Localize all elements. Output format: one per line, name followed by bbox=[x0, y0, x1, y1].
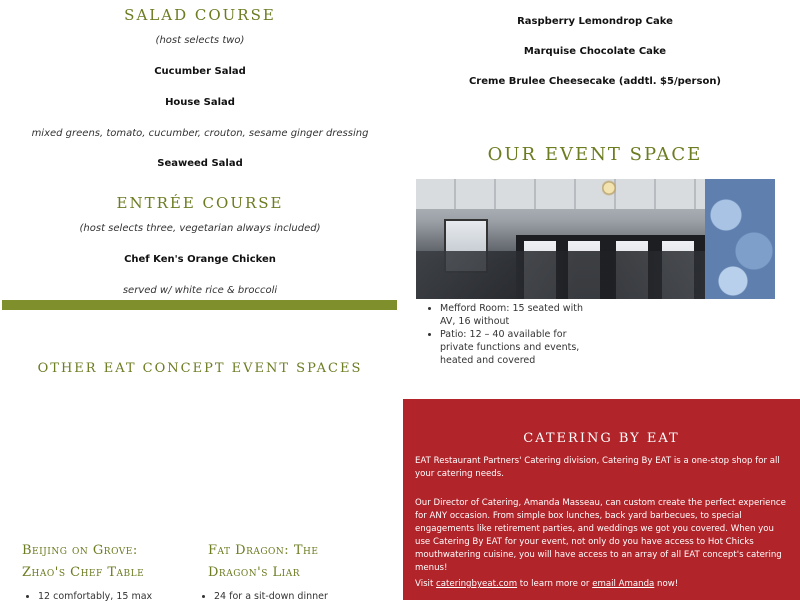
photo-wallpaper bbox=[705, 179, 775, 299]
catering-visit bbox=[415, 578, 787, 591]
venue-title-line2: Zhao's Chef Table bbox=[22, 565, 145, 580]
other-spaces-heading: OTHER EAT CONCEPT EVENT SPACES bbox=[37, 361, 363, 376]
salad-course-heading: SALAD COURSE bbox=[124, 6, 276, 24]
list-item: • 12 comfortably, 15 max bbox=[38, 590, 208, 603]
salad-item-house: House Salad bbox=[165, 97, 235, 108]
dessert-item: Creme Brulee Cheesecake (addtl. $5/person) bbox=[468, 76, 722, 87]
catering-site-link[interactable]: cateringbyeat.com bbox=[436, 579, 518, 589]
list-item: • Patio: 12 – 40 available for private functions and events, heated and covered bbox=[440, 328, 600, 367]
list-item: • 24 for a sit-down dinner bbox=[214, 590, 384, 603]
visit-suffix: now! bbox=[654, 579, 679, 589]
event-space-heading: OUR EVENT SPACE bbox=[487, 144, 703, 165]
catering-intro: EAT Restaurant Partners' Catering division, Catering By EAT is a one-stop shop for all your catering needs. bbox=[415, 456, 780, 479]
salad-note: (host selects two) bbox=[155, 35, 245, 46]
entree-note: (host selects three, vegetarian always included) bbox=[79, 223, 321, 234]
catering-panel bbox=[403, 399, 800, 600]
venue-details bbox=[196, 590, 384, 603]
dessert-item: Raspberry Lemondrop Cake bbox=[517, 16, 673, 27]
email-amanda-link[interactable]: email Amanda bbox=[592, 579, 655, 589]
venue-details bbox=[20, 590, 208, 603]
venue-title-line2: Dragon's Liar bbox=[208, 565, 300, 580]
section-divider-bar bbox=[2, 300, 397, 310]
photo-chandelier bbox=[602, 179, 616, 197]
catering-heading: CATERING BY EAT bbox=[523, 431, 680, 446]
event-space-details bbox=[422, 302, 600, 367]
venue-title bbox=[208, 540, 388, 584]
event-space-photo bbox=[416, 179, 775, 299]
orange-chicken-description: served w/ white rice & broccoli bbox=[122, 285, 278, 296]
house-salad-description: mixed greens, tomato, cucumber, crouton, sesame ginger dressing bbox=[31, 128, 369, 139]
left-column bbox=[0, 0, 400, 600]
catering-body: Our Director of Catering, Amanda Masseau, can custom create the perfect experience for ANY occasion. From simple box lunches, back yard barbecues, to special engagements like retirement parties, and weddings we got you covered. When you use Catering By EAT for your event, not only do you have access to Hot Chicks mouthwatering cuisine, you will have access to an array of all EAT concept's catering menus! bbox=[415, 498, 786, 573]
salad-item-seaweed: Seaweed Salad bbox=[157, 158, 243, 169]
venue-title-line1: Fat Dragon: The bbox=[208, 543, 319, 558]
entree-item-orange-chicken: Chef Ken's Orange Chicken bbox=[124, 254, 276, 265]
venue-title bbox=[22, 540, 202, 584]
venue-title-line1: Beijing on Grove: bbox=[22, 543, 138, 558]
visit-mid: to learn more or bbox=[517, 579, 593, 589]
entree-course-heading: ENTRÉE COURSE bbox=[116, 194, 284, 212]
list-item: • Mefford Room: 15 seated with AV, 16 without bbox=[440, 302, 600, 328]
salad-item-cucumber: Cucumber Salad bbox=[154, 66, 246, 77]
visit-prefix: Visit bbox=[415, 579, 437, 589]
dessert-item: Marquise Chocolate Cake bbox=[523, 46, 667, 57]
